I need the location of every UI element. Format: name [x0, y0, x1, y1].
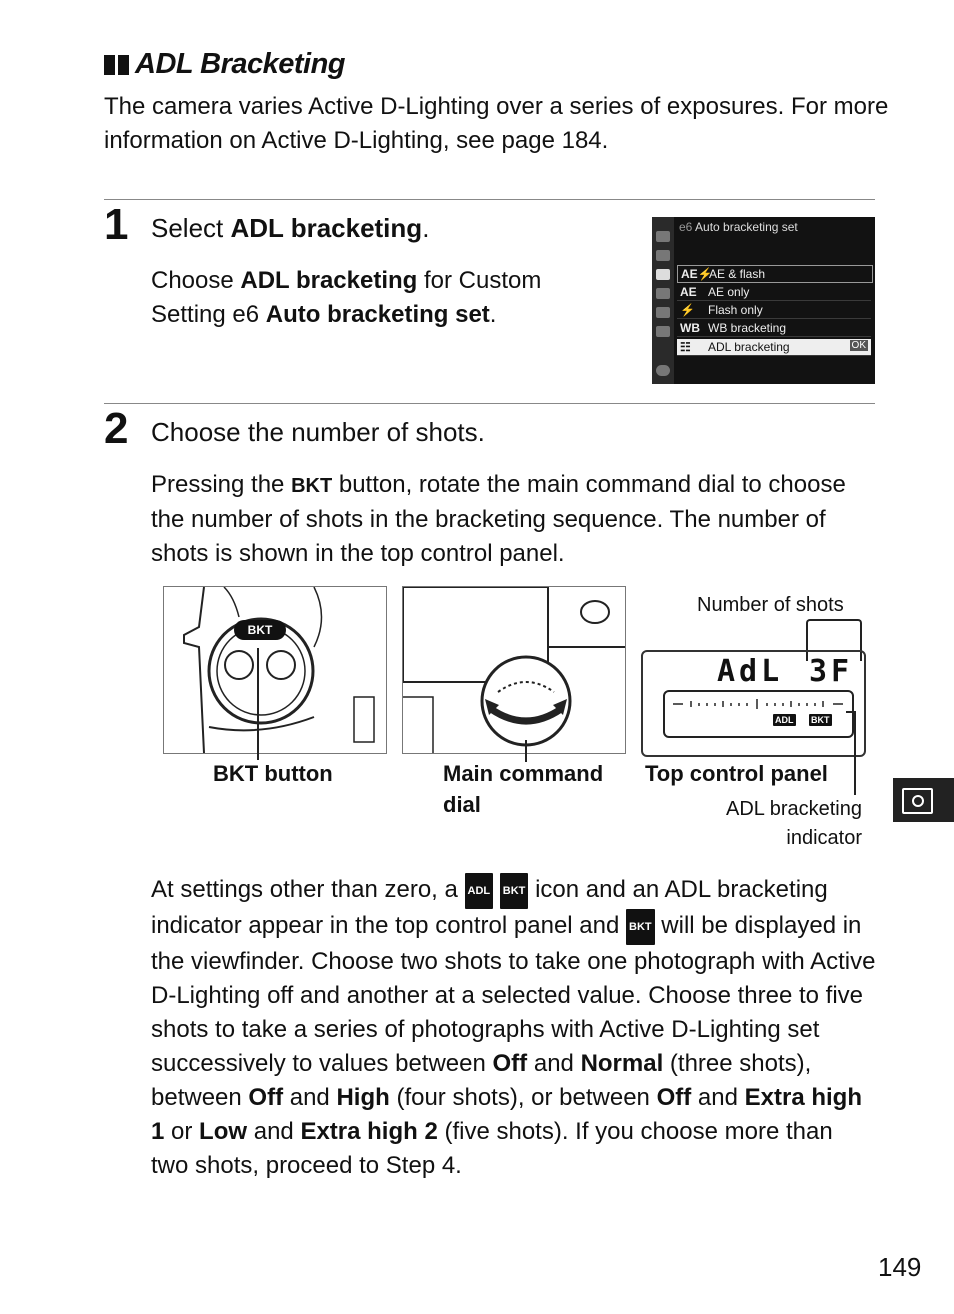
text: (three shots), between [151, 1050, 812, 1111]
pencil-icon [656, 269, 670, 280]
menu-item[interactable] [677, 284, 871, 301]
bkt-label: BKT [291, 475, 333, 497]
camera-body-drawing [164, 587, 386, 753]
camera-back-drawing [403, 587, 625, 753]
flash-icon: ⚡ [680, 303, 695, 317]
bkt-badge-icon: BKT [811, 715, 830, 725]
text: and [691, 1084, 745, 1111]
menu-item-label: ADL bracketing [708, 340, 790, 354]
my-menu-icon [656, 326, 670, 337]
step-2-body [151, 468, 876, 571]
divider [104, 403, 875, 404]
section-title [104, 48, 345, 81]
text: icon and an ADL bracketing indicator appear in the top control panel and [151, 876, 828, 939]
text-bold: ADL bracketing [240, 267, 418, 294]
adl-badge-icon: ADL [465, 873, 494, 909]
bkt-badge-icon: BKT [500, 873, 529, 909]
menu-item-label: AE & flash [709, 267, 766, 281]
text: Pressing the [151, 471, 292, 498]
text: At settings other than zero, a [151, 876, 465, 903]
bkt-badge-icon: BKT [626, 909, 655, 945]
text-bold: Low [199, 1118, 248, 1145]
menu-item[interactable] [677, 320, 871, 337]
adl-indicator-label: ADL bracketing indicator [726, 798, 862, 849]
camera-icon [656, 250, 670, 261]
number-of-shots-label: Number of shots [697, 594, 844, 616]
divider [104, 199, 875, 200]
text-bold: High [336, 1084, 390, 1111]
leader-line [854, 711, 856, 795]
top-control-panel-caption: Top control panel [645, 761, 828, 786]
wb-icon: WB [680, 321, 700, 335]
command-dial-caption: Main command dial [443, 761, 604, 817]
section-marker-icon [104, 55, 115, 75]
step-1-title-post: . [422, 213, 430, 243]
text: will be displayed in the viewfinder. Choose two shots to take one photograph with Active D-Lighting off and another at a selected value. Choose three to five shots to take a series of photographs with Active D-Lighting set successively to values between [151, 912, 876, 1077]
menu-item-selected[interactable] [677, 339, 871, 356]
menu-sidebar [652, 217, 674, 384]
text-bold: Auto bracketing set [265, 301, 490, 328]
menu-item-label: AE only [708, 285, 750, 299]
text: button, rotate the main command dial to choose the number of shots in the bracketing sequence. The number of shots is shown in the top control panel. [151, 471, 846, 567]
text-bold: Off [492, 1050, 528, 1077]
bkt-button[interactable]: BKT [234, 620, 286, 640]
ok-badge: OK [851, 340, 866, 351]
menu-item[interactable] [677, 302, 871, 319]
exposure-indicator-icon [673, 698, 843, 710]
step-1-body [151, 264, 611, 332]
menu-item[interactable] [677, 265, 873, 283]
menu-code: e6 [679, 220, 693, 234]
adl-icon: ☷ [680, 340, 691, 354]
camera-menu-screen [652, 217, 875, 384]
text: Choose [151, 267, 241, 294]
panel-lower-display [663, 690, 854, 738]
menu-item-label: Flash only [708, 303, 763, 317]
step-2-number: 2 [104, 404, 129, 453]
text: (five shots). If you choose more than two shots, proceed to Step 4. [151, 1118, 833, 1179]
text: for Custom Setting e6 [151, 267, 542, 328]
text: and [247, 1118, 301, 1145]
page-number: 149 [878, 1252, 922, 1282]
text-bold: Off [656, 1084, 692, 1111]
text: (four shots), or between [389, 1084, 657, 1111]
step-1-title-pre: Select [151, 213, 231, 243]
text: and [283, 1084, 337, 1111]
step-1-title-bold: ADL bracketing [230, 213, 423, 243]
ae-icon: AE [680, 285, 697, 299]
panel-display-left: AdL [717, 654, 784, 689]
adl-badge-icon: ADL [775, 715, 794, 725]
bkt-button-illustration [163, 586, 387, 754]
menu-title-text: Auto bracketing set [695, 220, 798, 234]
step-1-number: 1 [104, 200, 129, 249]
menu-title [679, 220, 798, 234]
chapter-tab[interactable] [893, 778, 954, 822]
panel-display-right: 3F [809, 654, 854, 689]
flash-icon: AE⚡ [681, 267, 713, 281]
step-1-title [151, 212, 429, 244]
playback-icon [656, 231, 670, 242]
bkt-button-caption: BKT button [213, 761, 333, 786]
text: or [164, 1118, 200, 1145]
top-control-panel [641, 650, 866, 757]
explanation-paragraph [151, 873, 876, 1183]
retouch-icon [656, 307, 670, 318]
text: and [527, 1050, 581, 1077]
wrench-icon [656, 288, 670, 299]
section-marker-icon [118, 55, 129, 75]
section-title-text: ADL Bracketing [135, 48, 346, 80]
text-bold: Extra high 2 [300, 1118, 438, 1145]
help-icon [656, 365, 670, 376]
command-dial-illustration [402, 586, 626, 754]
intro-paragraph: The camera varies Active D-Lighting over a series of exposures. For more information on Active D-Lighting, see page 184. [104, 93, 889, 154]
menu-item-label: WB bracketing [708, 321, 787, 335]
text-bold: Normal [580, 1050, 664, 1077]
text-bold: Extra high 1 [151, 1084, 862, 1145]
step-2-title: Choose the number of shots. [151, 417, 485, 447]
text-bold: Off [248, 1084, 284, 1111]
leader-line [257, 648, 259, 760]
text: . [489, 301, 497, 328]
shooting-menu-icon [902, 788, 933, 814]
